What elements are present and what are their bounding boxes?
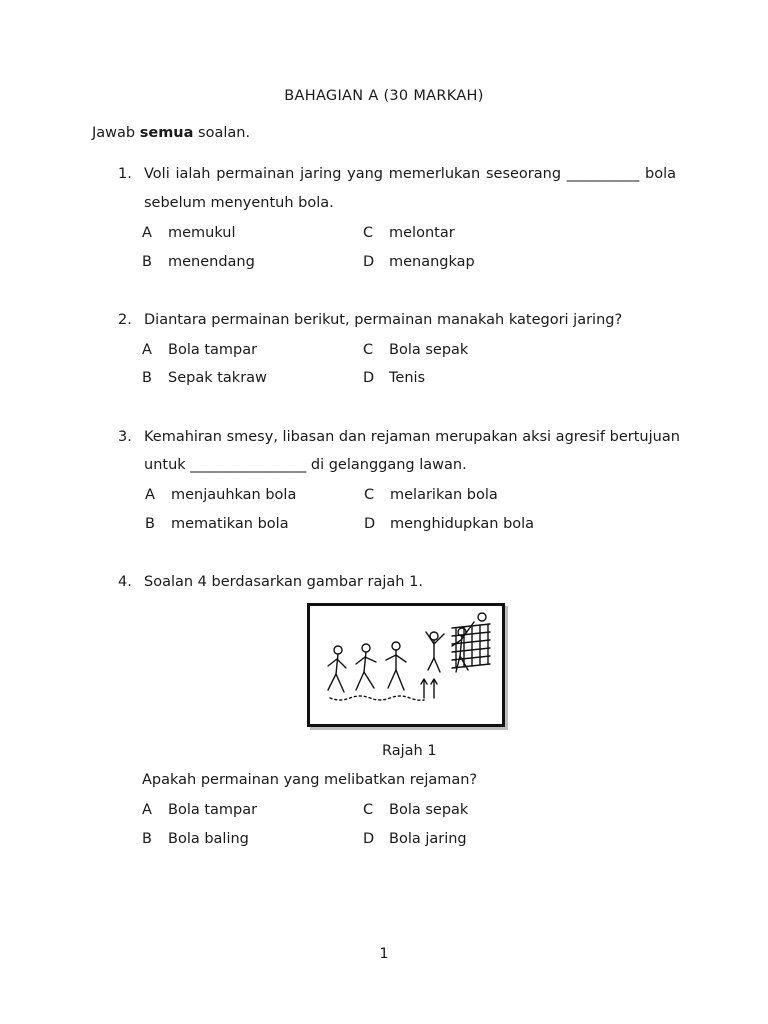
- question-text-line: sebelum menyentuh bola.: [144, 195, 334, 211]
- option-d[interactable]: [363, 831, 467, 847]
- question-prompt: Apakah permainan yang melibatkan rejaman?: [142, 772, 478, 788]
- option-letter: B: [145, 516, 155, 532]
- option-letter: D: [363, 370, 375, 386]
- question-text-line: Soalan 4 berdasarkan gambar rajah 1.: [144, 574, 423, 590]
- option-a[interactable]: [142, 342, 257, 358]
- option-b[interactable]: [145, 516, 289, 532]
- player-drawing: [328, 646, 346, 692]
- option-text: menjauhkan bola: [171, 487, 297, 503]
- option-letter: D: [364, 516, 376, 532]
- option-text: memukul: [168, 225, 236, 241]
- option-letter: D: [363, 831, 375, 847]
- option-text: melarikan bola: [390, 487, 498, 503]
- volleyball-spike-illustration: [310, 606, 502, 724]
- question-text-line: untuk ________________ di gelanggang lawan.: [144, 457, 467, 473]
- option-letter: C: [364, 487, 375, 503]
- question-number: 4.: [118, 574, 132, 590]
- option-d[interactable]: [363, 370, 425, 386]
- option-letter: A: [142, 225, 152, 241]
- question-text-line: Voli ialah permainan jaring yang memerlukan seseorang __________ bola: [144, 166, 676, 182]
- option-letter: B: [142, 831, 152, 847]
- option-text: mematikan bola: [171, 516, 289, 532]
- option-c[interactable]: [363, 225, 455, 241]
- option-b[interactable]: [142, 254, 255, 270]
- option-b[interactable]: [142, 831, 249, 847]
- option-c[interactable]: [363, 342, 468, 358]
- question-number: 2.: [118, 312, 132, 328]
- option-text: menghidupkan bola: [390, 516, 535, 532]
- question-number: 3.: [118, 429, 132, 445]
- page-number: 1: [379, 946, 389, 962]
- option-text: menangkap: [389, 254, 475, 270]
- option-text: menendang: [168, 254, 255, 270]
- question-text-line: Kemahiran smesy, libasan dan rejaman merupakan aksi agresif bertujuan: [144, 429, 680, 445]
- option-a[interactable]: [145, 487, 296, 503]
- option-letter: C: [363, 802, 374, 818]
- option-letter: A: [142, 342, 152, 358]
- option-a[interactable]: [142, 802, 257, 818]
- option-letter: C: [363, 225, 374, 241]
- instruction-prefix: Jawab: [92, 125, 136, 141]
- question-text-line: Diantara permainan berikut, permainan manakah kategori jaring?: [144, 312, 623, 328]
- option-letter: B: [142, 370, 152, 386]
- option-text: Bola jaring: [389, 831, 467, 847]
- option-letter: B: [142, 254, 152, 270]
- option-b[interactable]: [142, 370, 267, 386]
- option-text: Bola tampar: [168, 802, 258, 818]
- option-a[interactable]: [142, 225, 236, 241]
- question-number: 1.: [118, 166, 132, 182]
- option-text: Bola sepak: [389, 802, 469, 818]
- instruction: [92, 125, 250, 141]
- option-text: Bola sepak: [389, 342, 469, 358]
- option-letter: A: [142, 802, 152, 818]
- option-letter: A: [145, 487, 155, 503]
- option-text: Sepak takraw: [168, 370, 267, 386]
- option-c[interactable]: [363, 802, 468, 818]
- figure-caption: Rajah 1: [382, 743, 437, 759]
- instruction-suffix: soalan.: [198, 125, 251, 141]
- option-c[interactable]: [364, 487, 498, 503]
- option-d[interactable]: [363, 254, 475, 270]
- instruction-emphasis: semua: [139, 125, 194, 141]
- option-text: Bola baling: [168, 831, 249, 847]
- section-title: BAHAGIAN A (30 MARKAH): [284, 88, 484, 104]
- option-d[interactable]: [364, 516, 534, 532]
- option-text: melontar: [389, 225, 455, 241]
- option-text: Tenis: [389, 370, 426, 386]
- volleyball-spike-figure: [307, 603, 505, 727]
- option-letter: D: [363, 254, 375, 270]
- option-text: Bola tampar: [168, 342, 258, 358]
- option-letter: C: [363, 342, 374, 358]
